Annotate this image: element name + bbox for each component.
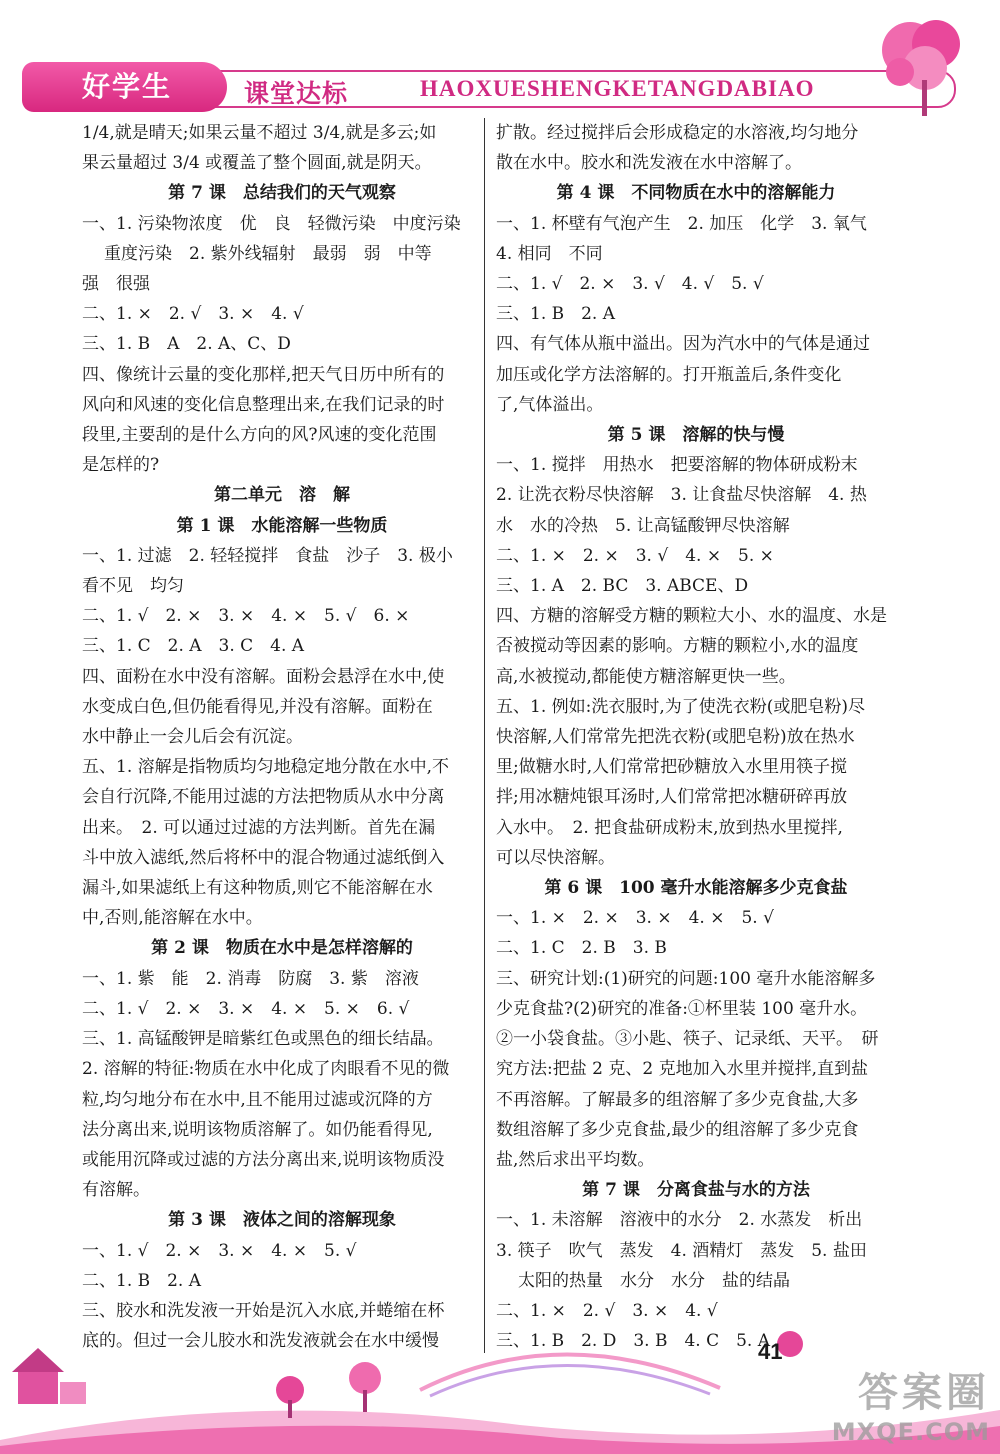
lesson-title: 第二单元 溶 解	[214, 485, 350, 506]
text-line: 一、1. 污染物浓度 优 良 轻微污染 中度污染	[82, 213, 461, 234]
text-line: 里;做糖水时,人们常常把砂糖放入水里用筷子搅	[496, 757, 848, 778]
text-line: 不再溶解。了解最多的组溶解了多少克食盐,大多	[496, 1089, 859, 1110]
text-line: 了,气体溢出。	[496, 394, 604, 415]
text-line: 高,水被搅动,都能使方糖溶解更快一些。	[496, 666, 796, 687]
text-line: 一、1. √ 2. × 3. × 4. × 5. √	[82, 1240, 357, 1261]
text-line: 水 水的冷热 5. 让高锰酸钾尽快溶解	[496, 515, 790, 536]
text-line: 加压或化学方法溶解的。打开瓶盖后,条件变化	[496, 364, 842, 385]
text-line: 五、1. 例如:洗衣服时,为了使洗衣粉(或肥皂粉)尽	[496, 696, 866, 717]
header-pinyin: HAOXUESHENGKETANGDABIAO	[420, 76, 815, 101]
right-column	[496, 118, 896, 1356]
watermark-url: MXQE.COM	[831, 1418, 990, 1446]
text-line: 是怎样的?	[82, 455, 160, 476]
text-line: 四、像统计云量的变化那样,把天气日历中所有的	[82, 364, 445, 385]
text-line: 盐,然后求出平均数。	[496, 1149, 655, 1170]
text-line: 二、1. √ 2. × 3. × 4. × 5. × 6. √	[82, 998, 410, 1019]
text-line: 拌;用冰糖炖银耳汤时,人们常常把冰糖研碎再放	[496, 787, 848, 808]
text-line: 三、1. B 2. A	[496, 304, 616, 325]
text-line: 出来。 2. 可以通过过滤的方法判断。首先在漏	[82, 817, 436, 838]
lesson-title: 第 1 课 水能溶解一些物质	[176, 515, 388, 536]
text-line: 2. 溶解的特征:物质在水中化成了肉眼看不见的微	[82, 1059, 450, 1080]
lesson-title: 第 5 课 溶解的快与慢	[607, 425, 785, 446]
left-column	[82, 118, 482, 1356]
text-line: 一、1. 未溶解 溶液中的水分 2. 水蒸发 析出	[496, 1210, 863, 1231]
text-line: 一、1. × 2. × 3. × 4. × 5. √	[496, 908, 774, 929]
text-line: 少克食盐?(2)研究的准备:①杯里装 100 毫升水。	[496, 998, 868, 1019]
text-line: 四、面粉在水中没有溶解。面粉会悬浮在水中,使	[82, 666, 445, 687]
page-header	[22, 62, 960, 112]
watermark-text: 答案圈	[858, 1370, 990, 1416]
watermark	[832, 1361, 990, 1446]
text-line: 二、1. × 2. √ 3. × 4. √	[82, 304, 304, 325]
text-line: 散在水中。胶水和洗发液在水中溶解了。	[496, 153, 802, 174]
lesson-title: 第 7 课 分离食盐与水的方法	[582, 1180, 810, 1201]
text-line: 五、1. 溶解是指物质均匀地稳定地分散在水中,不	[82, 757, 450, 778]
text-line: 二、1. × 2. × 3. √ 4. × 5. ×	[496, 545, 774, 566]
column-divider	[484, 118, 485, 1353]
text-line: 或能用沉降或过滤的方法分离出来,说明该物质没	[82, 1149, 445, 1170]
text-line: 二、1. × 2. √ 3. × 4. √	[496, 1300, 718, 1321]
text-line: 风向和风速的变化信息整理出来,在我们记录的时	[82, 394, 445, 415]
text-line: 扩散。经过搅拌后会形成稳定的水溶液,均匀地分	[496, 123, 859, 143]
text-line: 4. 相同 不同	[496, 243, 603, 264]
text-line: 四、有气体从瓶中溢出。因为汽水中的气体是通过	[496, 334, 870, 355]
page-number: 41	[758, 1339, 783, 1364]
text-line: 可以尽快溶解。	[496, 847, 615, 868]
text-line: 二、1. √ 2. × 3. √ 4. √ 5. √	[496, 274, 764, 295]
text-line: 2. 让洗衣粉尽快溶解 3. 让食盐尽快溶解 4. 热	[496, 485, 867, 506]
text-line: 一、1. 杯壁有气泡产生 2. 加压 化学 3. 氧气	[496, 213, 867, 234]
text-line: 粒,均匀地分布在水中,且不能用过滤或沉降的方	[82, 1089, 433, 1110]
text-line: 段里,主要刮的是什么方向的风?风速的变化范围	[82, 425, 437, 446]
text-line: 斗中放入滤纸,然后将杯中的混合物通过滤纸倒入	[82, 847, 445, 868]
lesson-title: 第 3 课 液体之间的溶解现象	[168, 1210, 396, 1231]
text-line: 否被搅动等因素的影响。方糖的颗粒小,水的温度	[496, 636, 859, 657]
text-line: 水中静止一会儿后会有沉淀。	[82, 727, 303, 748]
text-line: 四、方糖的溶解受方糖的颗粒大小、水的温度、水是	[496, 606, 887, 627]
text-line: 三、1. 高锰酸钾是暗紫红色或黑色的细长结晶。	[82, 1029, 444, 1050]
lesson-title: 第 4 课 不同物质在水中的溶解能力	[556, 183, 836, 204]
header-subtitle: 课堂达标	[244, 79, 349, 108]
text-line: 究方法:把盐 2 克、2 克地加入水里并搅拌,直到盐	[496, 1059, 868, 1080]
lesson-title: 第 6 课 100 毫升水能溶解多少克食盐	[544, 878, 848, 899]
text-line: 法分离出来,说明该物质溶解了。如仍能看得见,	[82, 1119, 433, 1140]
text-line: 三、1. C 2. A 3. C 4. A	[82, 636, 305, 657]
text-line: 重度污染 2. 紫外线辐射 最弱 弱 中等	[104, 243, 432, 264]
lesson-title: 第 2 课 物质在水中是怎样溶解的	[151, 938, 413, 959]
text-line: 强 很强	[82, 274, 150, 295]
text-line: 果云量超过 3/4 或覆盖了整个圆面,就是阴天。	[82, 153, 432, 174]
text-line: 看不见 均匀	[82, 576, 184, 597]
text-line: 底的。但过一会儿胶水和洗发液就会在水中缓慢	[82, 1331, 439, 1352]
text-line: 1/4,就是晴天;如果云量不超过 3/4,就是多云;如	[82, 123, 437, 143]
brand-label: 好学生	[22, 62, 227, 112]
text-line: 三、研究计划:(1)研究的问题:100 毫升水能溶解多	[496, 968, 876, 989]
text-line: 三、胶水和洗发液一开始是沉入水底,并蜷缩在杯	[82, 1300, 445, 1321]
text-line: 漏斗,如果滤纸上有这种物质,则它不能溶解在水	[82, 878, 433, 899]
text-line: 会自行沉降,不能用过滤的方法把物质从水中分离	[82, 787, 445, 808]
text-line: 一、1. 过滤 2. 轻轻搅拌 食盐 沙子 3. 极小	[82, 545, 453, 566]
lesson-title: 第 7 课 总结我们的天气观察	[168, 183, 396, 204]
pink-tree-icon	[870, 10, 980, 120]
text-line: 中,否则,能溶解在水中。	[82, 908, 263, 929]
text-line: 一、1. 紫 能 2. 消毒 防腐 3. 紫 溶液	[82, 968, 419, 989]
text-line: ②一小袋食盐。③小匙、筷子、记录纸、天平。 研	[496, 1029, 879, 1050]
text-line: 三、1. B A 2. A、C、D	[82, 334, 291, 355]
text-line: 三、1. A 2. BC 3. ABCE、D	[496, 576, 749, 597]
text-line: 快溶解,人们常常先把洗衣粉(或肥皂粉)放在热水	[496, 727, 855, 748]
text-line: 入水中。 2. 把食盐研成粉末,放到热水里搅拌,	[496, 817, 843, 838]
text-line: 三、1. B 2. D 3. B 4. C 5. A	[496, 1331, 771, 1352]
text-line: 二、1. B 2. A	[82, 1270, 202, 1291]
text-line: 3. 筷子 吹气 蒸发 4. 酒精灯 蒸发 5. 盐田	[496, 1240, 867, 1261]
text-line: 一、1. 搅拌 用热水 把要溶解的物体研成粉末	[496, 455, 858, 476]
text-line: 二、1. √ 2. × 3. × 4. × 5. √ 6. ×	[82, 606, 410, 627]
text-line: 水变成白色,但仍能看得见,并没有溶解。面粉在	[82, 696, 433, 717]
text-line: 二、1. C 2. B 3. B	[496, 938, 667, 959]
text-line: 数组溶解了多少克食盐,最少的组溶解了多少克食	[496, 1119, 859, 1140]
text-line: 太阳的热量 水分 水分 盐的结晶	[518, 1270, 790, 1291]
text-line: 有溶解。	[82, 1180, 150, 1201]
